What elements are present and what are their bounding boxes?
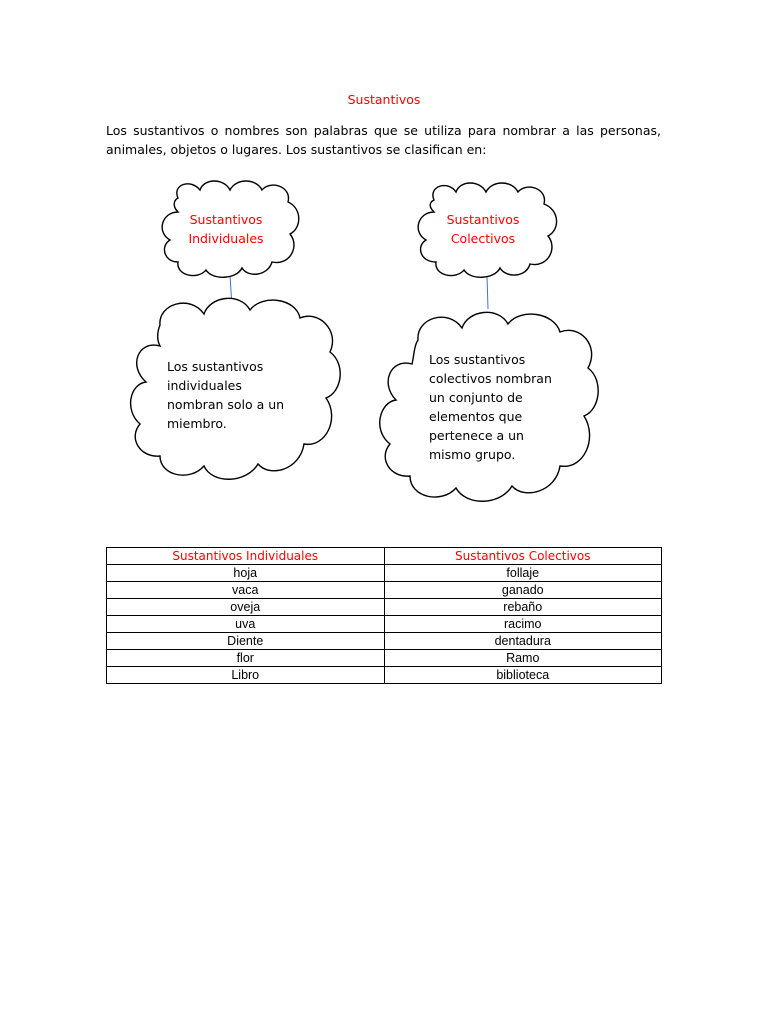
heading-individuales-line-2: Individuales: [188, 231, 264, 246]
cell-individual: oveja: [107, 599, 385, 616]
cell-colectivo: Ramo: [384, 650, 662, 667]
table-row: [107, 667, 662, 684]
cell-individual: uva: [107, 616, 385, 633]
table-row: [107, 582, 662, 599]
heading-individuales: [172, 210, 280, 248]
cell-individual: Libro: [107, 667, 385, 684]
table-row: [107, 633, 662, 650]
table-header-row: [107, 548, 662, 565]
column-header-individuales: Sustantivos Individuales: [107, 548, 385, 565]
description-colectivos-line-1: Los sustantivos: [429, 352, 526, 367]
cell-colectivo: dentadura: [384, 633, 662, 650]
description-colectivos-line-4: elementos que: [429, 409, 523, 424]
intro-paragraph: Los sustantivos o nombres son palabras que se utiliza para nombrar a las personas, animales, objetos o lugares. Los sustantivos se clasifican en:: [106, 123, 661, 157]
description-individuales: [167, 357, 307, 433]
cell-colectivo: biblioteca: [384, 667, 662, 684]
heading-colectivos-line-2: Colectivos: [450, 231, 516, 246]
cell-individual: flor: [107, 650, 385, 667]
description-colectivos-line-3: un conjunto de: [429, 390, 523, 405]
column-header-colectivos: Sustantivos Colectivos: [384, 548, 662, 565]
nouns-table: [106, 547, 662, 684]
description-colectivos: [429, 350, 569, 464]
description-colectivos-line-2: colectivos nombran: [429, 371, 552, 386]
description-individuales-line-3: nombran solo a un: [167, 397, 285, 412]
description-individuales-line-2: individuales: [167, 378, 242, 393]
page-title: Sustantivos: [347, 92, 421, 107]
description-individuales-line-4: miembro.: [167, 416, 227, 431]
table-row: [107, 650, 662, 667]
description-individuales-line-1: Los sustantivos: [167, 359, 264, 374]
description-colectivos-line-6: mismo grupo.: [429, 447, 516, 462]
table-row: [107, 565, 662, 582]
heading-individuales-line-1: Sustantivos: [189, 212, 263, 227]
cell-individual: hoja: [107, 565, 385, 582]
connector-right: [487, 276, 488, 309]
cell-individual: vaca: [107, 582, 385, 599]
heading-colectivos-line-1: Sustantivos: [446, 212, 520, 227]
table-row: [107, 616, 662, 633]
cell-colectivo: ganado: [384, 582, 662, 599]
cell-individual: Diente: [107, 633, 385, 650]
heading-colectivos: [428, 210, 538, 248]
description-colectivos-line-5: pertenece a un: [429, 428, 524, 443]
cell-colectivo: follaje: [384, 565, 662, 582]
table-row: [107, 599, 662, 616]
cell-colectivo: racimo: [384, 616, 662, 633]
cell-colectivo: rebaño: [384, 599, 662, 616]
